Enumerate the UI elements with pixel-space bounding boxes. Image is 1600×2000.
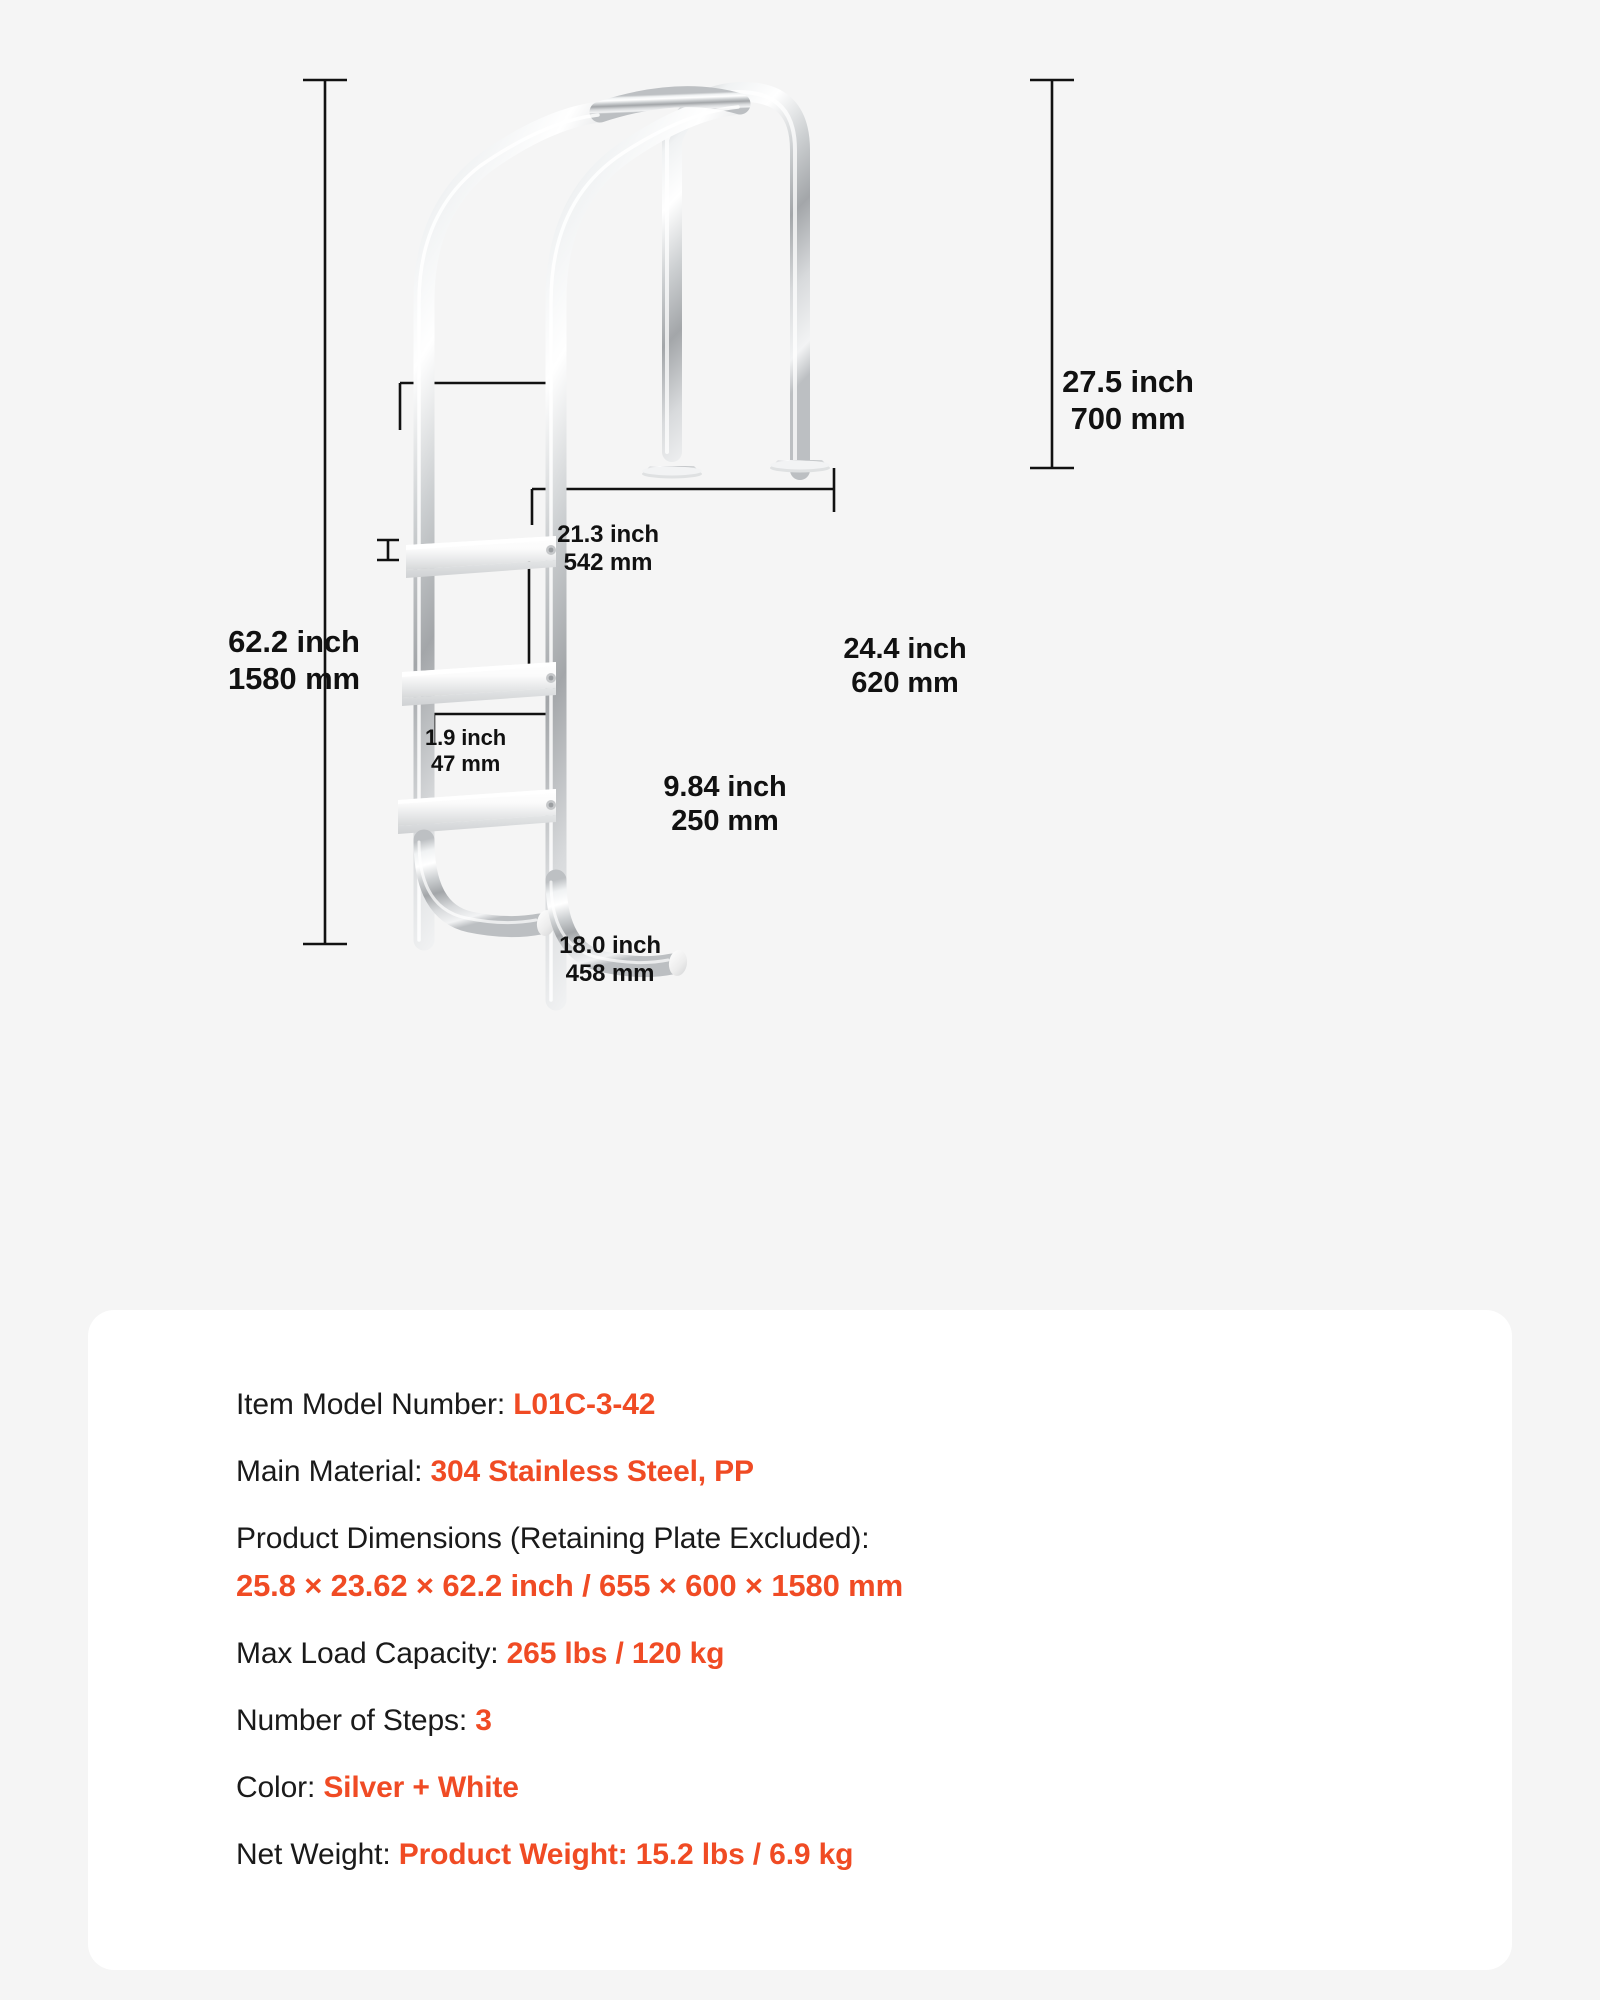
inner-width-inch: 21.3 inch	[557, 521, 659, 548]
step-spacing-inch: 9.84 inch	[663, 771, 787, 803]
dimension-label-overall-height	[228, 624, 360, 697]
handrail-height-inch: 27.5 inch	[1062, 364, 1194, 399]
step-thickness-mm: 47 mm	[430, 750, 501, 776]
dimension-label-step-width	[559, 932, 661, 989]
dimension-label-step-spacing	[663, 770, 786, 838]
spec-row-material	[236, 1452, 1512, 1491]
spec-value-material: 304 Stainless Steel, PP	[430, 1455, 754, 1488]
specification-card	[88, 1310, 1512, 1970]
overall-height-inch: 62.2 inch	[228, 624, 360, 659]
step-width-inch: 18.0 inch	[559, 932, 661, 959]
spec-row-load	[236, 1634, 1512, 1673]
spec-label-model: Item Model Number:	[236, 1388, 514, 1421]
base-depth-inch: 24.4 inch	[843, 633, 967, 665]
mount-flange-rear-2	[770, 460, 830, 473]
step-spacing-mm: 250 mm	[671, 805, 779, 838]
dimension-label-step-thickness	[425, 725, 506, 777]
spec-value-model: L01C-3-42	[513, 1388, 656, 1421]
overall-height-mm: 1580 mm	[228, 660, 361, 696]
mount-flange-rear	[642, 466, 702, 479]
spec-value-color: Silver + White	[323, 1771, 519, 1805]
dimension-label-base-depth	[843, 632, 966, 700]
spec-row-weight	[236, 1835, 1512, 1874]
spec-label-steps: Number of Steps:	[236, 1704, 476, 1738]
spec-label-weight: Net Weight:	[236, 1838, 399, 1872]
inner-width-mm: 542 mm	[563, 549, 653, 577]
dimension-label-handrail-height	[1062, 364, 1194, 437]
spec-label-load: Max Load Capacity:	[236, 1637, 507, 1671]
spec-value-dimensions: 25.8 × 23.62 × 62.2 inch / 655 × 600 × 1580 mm	[236, 1568, 903, 1603]
base-depth-mm: 620 mm	[851, 667, 959, 700]
spec-row-model	[236, 1385, 1512, 1424]
spec-label-dimensions: Product Dimensions (Retaining Plate Excluded):	[236, 1522, 870, 1555]
step-width-mm: 458 mm	[565, 960, 655, 988]
step-thickness-inch: 1.9 inch	[425, 725, 507, 750]
spec-row-dimensions	[236, 1519, 1512, 1606]
spec-label-material: Main Material:	[236, 1455, 431, 1488]
spec-row-color	[236, 1768, 1512, 1807]
handrail-height-mm: 700 mm	[1070, 400, 1186, 436]
dimension-label-inner-width	[557, 521, 659, 578]
spec-value-weight: Product Weight: 15.2 lbs / 6.9 kg	[398, 1838, 854, 1872]
spec-row-steps	[236, 1701, 1512, 1740]
spec-value-load: 265 lbs / 120 kg	[506, 1637, 725, 1671]
spec-value-steps: 3	[475, 1704, 492, 1738]
spec-label-color: Color:	[236, 1771, 324, 1805]
